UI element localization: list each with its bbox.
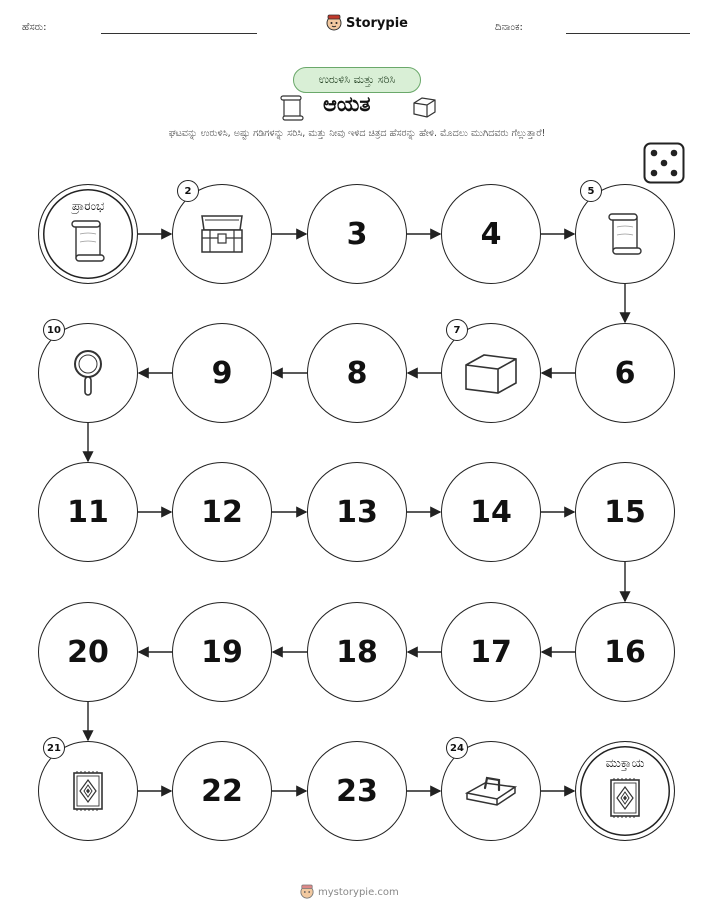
space-number-badge: 5: [580, 180, 602, 202]
brand-name: Storypie: [346, 15, 408, 31]
space-number: 20: [67, 634, 109, 670]
name-label: ಹೆಸರು:: [22, 22, 47, 33]
space-number: 19: [201, 634, 243, 670]
board-space-23: [307, 741, 407, 841]
space-number-badge: 21: [43, 737, 65, 759]
space-number-badge: 10: [43, 319, 65, 341]
start-space: [38, 184, 138, 284]
footer: [300, 884, 399, 900]
space-number: 12: [201, 494, 243, 530]
footer-url[interactable]: mystorypie.com: [318, 886, 399, 898]
date-label: ದಿನಾಂಕ:: [495, 22, 523, 33]
board-space-6: [575, 323, 675, 423]
board-space-14: [441, 462, 541, 562]
board-space-11: [38, 462, 138, 562]
space-number: 8: [346, 355, 368, 391]
space-number: 23: [336, 773, 378, 809]
finish-space: [575, 741, 675, 841]
scroll-icon: [605, 211, 645, 257]
space-number: 16: [604, 634, 646, 670]
board-space-12: [172, 462, 272, 562]
storypie-mascot-icon: [300, 884, 314, 900]
space-number: 11: [67, 494, 109, 530]
board-space-8: [307, 323, 407, 423]
board-space-18: [307, 602, 407, 702]
board-space-17: [441, 602, 541, 702]
board-space-22: [172, 741, 272, 841]
brick-tray-icon: [463, 771, 519, 811]
board-space-4: [441, 184, 541, 284]
rug-icon: [606, 776, 644, 820]
treasure-chest-icon: [196, 212, 248, 256]
board-space-3: [307, 184, 407, 284]
finish-label: ಮುಕ್ತಾಯ: [605, 756, 645, 770]
board-space-19: [172, 602, 272, 702]
space-number-badge: 24: [446, 737, 468, 759]
space-number: 6: [614, 355, 636, 391]
game-type-pill: ಉರುಳಿಸಿ ಮತ್ತು ಸರಿಸಿ: [293, 67, 421, 93]
space-number: 3: [346, 216, 368, 252]
space-number: 14: [470, 494, 512, 530]
space-number-badge: 7: [446, 319, 468, 341]
board-space-13: [307, 462, 407, 562]
board-space-9: [172, 323, 272, 423]
space-number: 13: [336, 494, 378, 530]
board-space-16: [575, 602, 675, 702]
space-number: 22: [201, 773, 243, 809]
space-number: 4: [480, 216, 502, 252]
board-space-15: [575, 462, 675, 562]
space-number: 9: [211, 355, 233, 391]
space-number-badge: 2: [177, 180, 199, 202]
title-text: ಆಯತ: [323, 92, 371, 116]
instructions-text: ಘಟವನ್ನು ಉರುಳಿಸಿ, ಅಷ್ಟು ಗಡಿಗಳನ್ನು ಸರಿಸಿ, ಮತ್ತು ನೀವು ಇಳಿದ ಚಿತ್ರದ ಹೆಸರನ್ನು ಹೇಳಿ. ಮೊದಲು ಮುಗಿದವರು ಗೆಲ್ಲುತ್ತಾರೆ!: [168, 128, 546, 139]
space-number: 15: [604, 494, 646, 530]
board-space-20: [38, 602, 138, 702]
start-label: ಪ್ರಾರಂಭ: [71, 199, 105, 213]
cube-block-icon: [462, 349, 520, 397]
space-number: 18: [336, 634, 378, 670]
scroll-icon: [68, 218, 108, 264]
rug-icon: [69, 769, 107, 813]
space-number: 17: [470, 634, 512, 670]
magnifying-glass-icon: [70, 348, 106, 398]
